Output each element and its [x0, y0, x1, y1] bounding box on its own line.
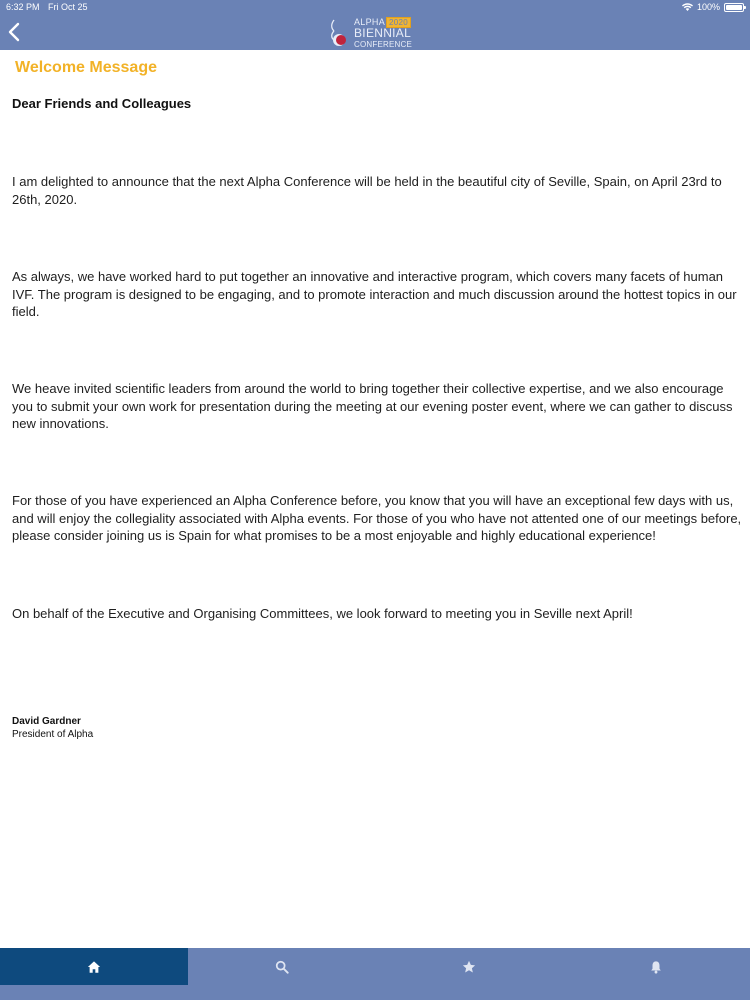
signer-name: David Gardner	[12, 716, 81, 727]
salutation: Dear Friends and Colleagues	[12, 96, 192, 111]
logo-text-biennial: BIENNIAL	[354, 26, 412, 40]
battery-icon	[724, 3, 744, 12]
signer-title: President of Alpha	[12, 729, 94, 740]
tab-favorites[interactable]	[375, 948, 562, 985]
paragraph-4: For those of you have experienced an Alpha Conference before, you know that you will have an exceptional few days with us, and will enjoy the collegiality associated with Alpha events. For those of you who have not attented one of our meetings before, please consider joining us is Spain for what promises to be a most enjoyable and highly educational experience!	[12, 493, 742, 543]
star-icon	[462, 960, 476, 974]
battery-level	[726, 5, 742, 10]
home-icon	[87, 960, 101, 974]
status-indicators	[682, 0, 744, 14]
paragraph-2: As always, we have worked hard to put together an innovative and interactive program, which covers many facets of human IVF. The program is designed to be engaging, and to promote interaction and much discussion around the hottest topics in our field.	[12, 269, 737, 319]
logo-text-conference: CONFERENCE	[354, 40, 413, 49]
tab-notifications[interactable]	[562, 948, 750, 985]
search-icon	[275, 960, 289, 974]
tab-bar	[0, 948, 750, 1000]
status-bar	[0, 0, 750, 14]
conference-logo	[328, 16, 424, 50]
status-date: Fri Oct 25	[48, 2, 88, 12]
logo-mark-icon	[328, 18, 350, 48]
tab-home[interactable]	[0, 948, 188, 985]
logo-alpha: ALPHA	[354, 17, 386, 27]
chevron-left-icon	[8, 22, 20, 42]
bell-icon	[649, 960, 663, 974]
paragraph-3: We heave invited scientific leaders from around the world to bring together their collective expertise, and we also encourage you to submit your own work for presentation during the meeting at our evening poster event, where we can gather to discuss new innovations.	[12, 381, 733, 431]
paragraph-1: I am delighted to announce that the next Alpha Conference will be held in the beautiful city of Seville, Spain, on April 23rd to 26th, 2020.	[12, 174, 722, 207]
welcome-content	[0, 50, 750, 948]
back-button[interactable]	[2, 16, 26, 48]
logo-year: 2020	[386, 17, 411, 28]
battery-percent: 100%	[696, 2, 720, 12]
wifi-icon	[682, 3, 693, 12]
navigation-bar	[0, 14, 750, 50]
page-title: Welcome Message	[15, 59, 157, 76]
tab-search[interactable]	[188, 948, 375, 985]
paragraph-5: On behalf of the Executive and Organising Committees, we look forward to meeting you in Seville next April!	[12, 606, 633, 621]
status-time: 6:32 PM	[6, 2, 40, 12]
